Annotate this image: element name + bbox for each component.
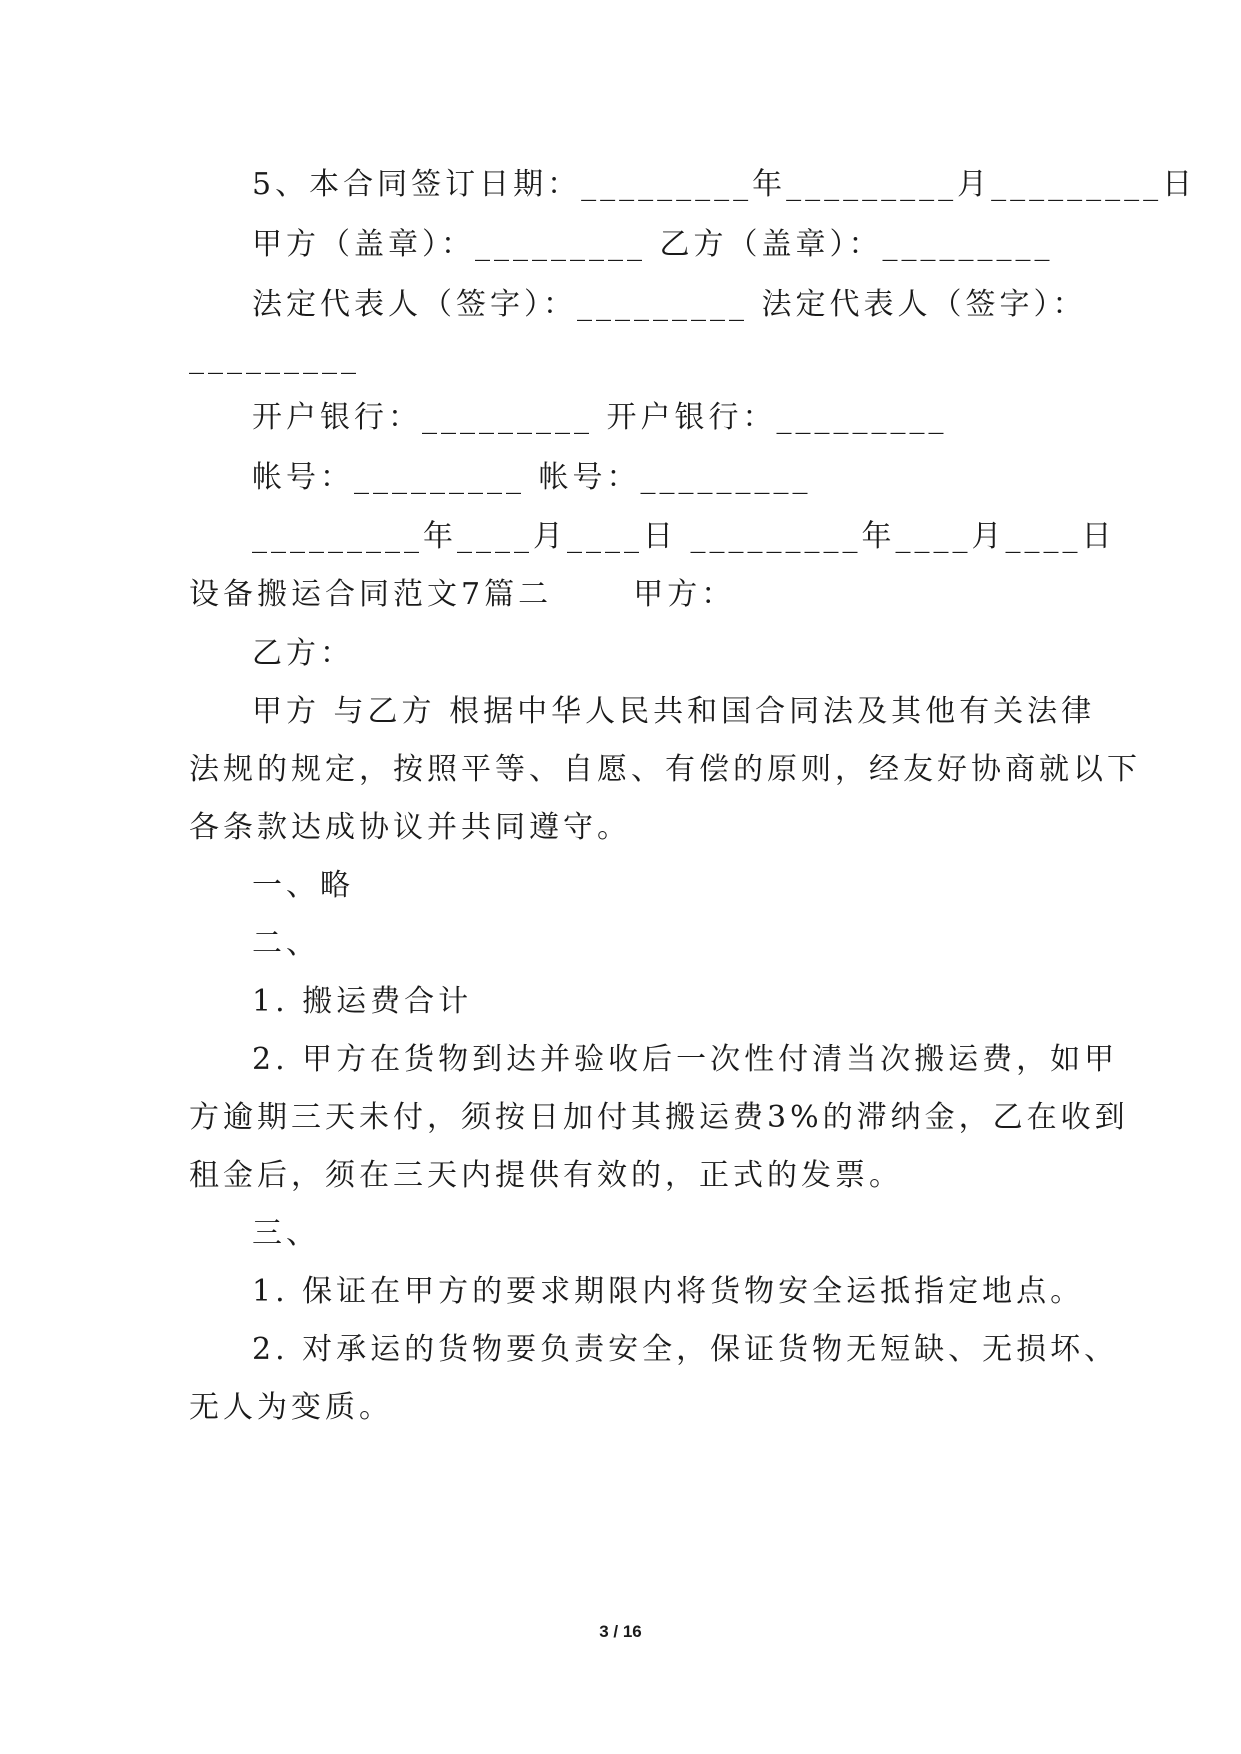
legal-rep-signature-blank: _________ — [189, 340, 360, 375]
body-paragraph-line: 法规的规定，按照平等、自愿、有偿的原则，经友好协商就以下 — [189, 752, 1141, 787]
clause-heading: 二、 — [252, 926, 320, 961]
clause-item-continued: 方逾期三天未付，须按日加付其搬运费3%的滞纳金，乙在收到 — [189, 1100, 1129, 1135]
party-seal-line: 甲方（盖章）：_________ 乙方（盖章）：_________ — [252, 227, 1054, 262]
clause-heading: 一、略 — [252, 868, 354, 903]
page-number: 3 / 16 — [599, 1622, 642, 1641]
signing-date-line: 5、本合同签订日期：_________年_________月_________日 — [252, 167, 1197, 202]
clause-item: 2. 甲方在货物到达并验收后一次性付清当次搬运费，如甲 — [252, 1042, 1119, 1077]
section-heading: 设备搬运合同范文7篇二 甲方： — [189, 577, 736, 612]
clause-item: 1. 保证在甲方的要求期限内将货物安全运抵指定地点。 — [252, 1274, 1085, 1309]
body-paragraph-line: 各条款达成协议并共同遵守。 — [189, 810, 631, 845]
clause-item-continued: 无人为变质。 — [189, 1390, 393, 1425]
party-b-label: 乙方： — [252, 636, 354, 671]
bank-line: 开户银行：_________ 开户银行：_________ — [252, 400, 948, 435]
clause-item: 2. 对承运的货物要负责安全，保证货物无短缺、无损坏、 — [252, 1332, 1119, 1367]
body-paragraph-line: 甲方 与乙方 根据中华人民共和国合同法及其他有关法律 — [252, 694, 1096, 729]
clause-heading: 三、 — [252, 1216, 320, 1251]
clause-item-continued: 租金后，须在三天内提供有效的，正式的发票。 — [189, 1158, 903, 1193]
legal-rep-signature-line: 法定代表人（签字）：_________ 法定代表人（签字）： — [252, 287, 1087, 322]
date-blanks-line: _________年____月____日 _________年____月____日 — [252, 519, 1116, 554]
clause-item: 1. 搬运费合计 — [252, 984, 473, 1019]
account-number-line: 帐号：_________ 帐号：_________ — [252, 460, 812, 495]
